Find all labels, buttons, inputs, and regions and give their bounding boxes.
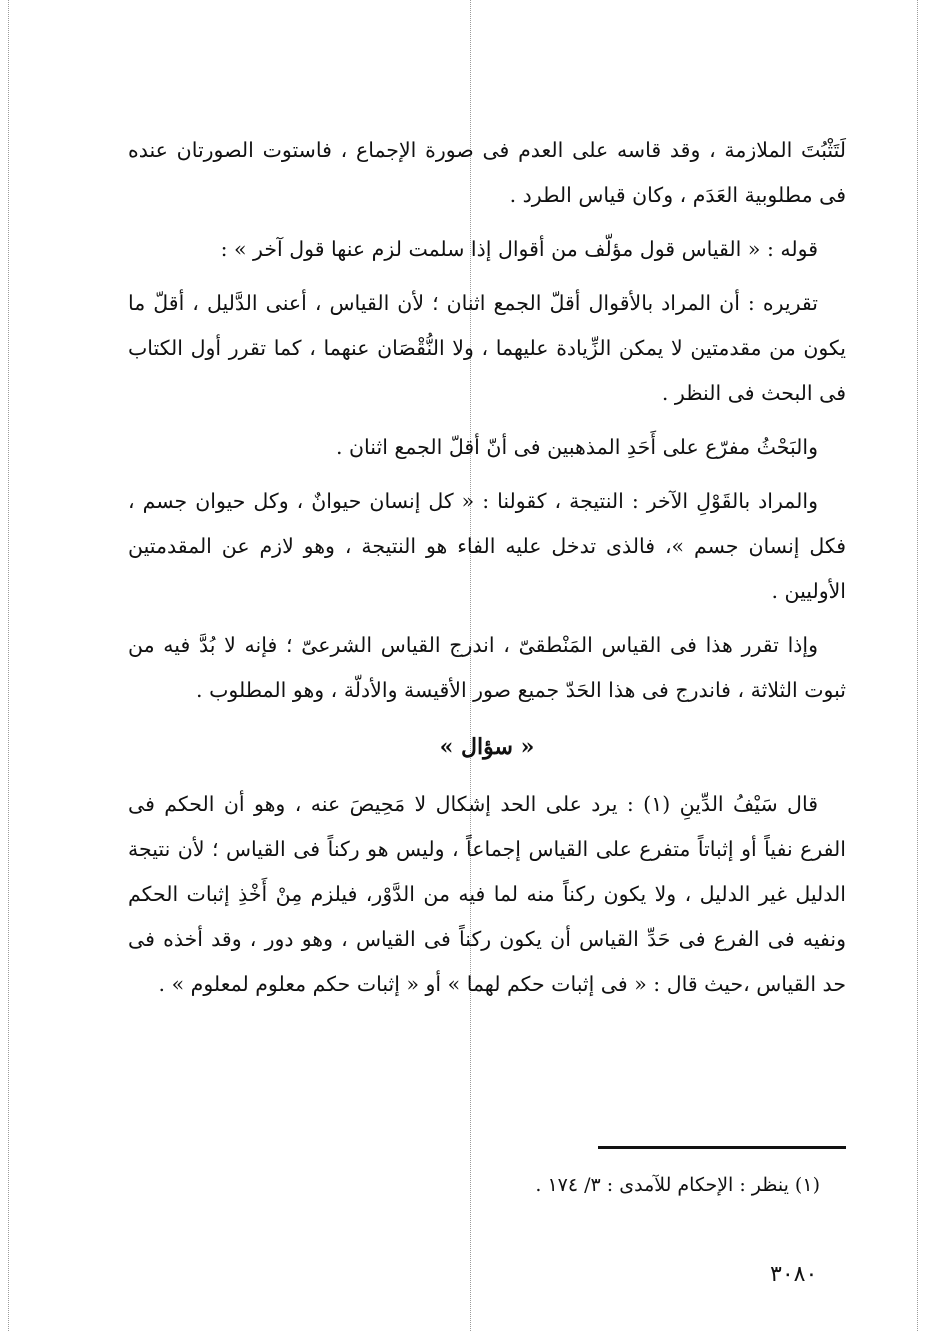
paragraph-6: وإذا تقرر هذا فى القياس المَنْطقىّ ، اندرج القياس الشرعىّ ؛ فإنه لا بُدَّ فيه من ثبوت الثلاثة ، فاندرج فى هذا الحَدّ جميع صور الأقيسة والأدلّة ، وهو المطلوب . bbox=[128, 633, 846, 702]
scan-border-left bbox=[8, 0, 9, 1331]
footnote: (١) ينظر : الإحكام للآمدى : ٣/ ١٧٤ . bbox=[535, 1174, 820, 1196]
paragraph-3: تقريره : أن المراد بالأقوال أقلّ الجمع اثنان ؛ لأن القياس ، أعنى الدَّليل ، أقلّ ما يكون من مقدمتين لا يمكن الزِّيادة عليهما ، ولا النُّقْصَان عنهما ، كما تقرر أول الكتاب فى البحث فى النظر . bbox=[128, 291, 846, 405]
paragraph-4: والبَحْثُ مفرّع على أَحَدِ المذهبين فى أنّ أقلّ الجمع اثنان . bbox=[335, 435, 818, 459]
paragraph-5: والمراد بالقَوْلِ الآخر : النتيجة ، كقولنا : « كل إنسان حيوانٌ ، وكل حيوان جسم ، فكل إنسان جسم »، فالذى تدخل عليه الفاء هو النتيجة ، وهو لازم عن المقدمتين الأوليين . bbox=[128, 489, 846, 603]
scan-border-right bbox=[917, 0, 918, 1331]
main-text bbox=[128, 128, 846, 1016]
page-number: ٣٠٨٠ bbox=[770, 1262, 818, 1287]
paragraph-1: لَتَثْبُتَ الملازمة ، وقد قاسه على العدم فى صورة الإجماع ، فاستوت الصورتان عنده فى مطلوبية العَدَم ، وكان قياس الطرد . bbox=[128, 138, 846, 207]
section-heading: « سؤال » bbox=[439, 734, 535, 760]
question-paragraph: قال سَيْفُ الدِّينِ (١) : يرد على الحد إشكال لا مَحِيصَ عنه ، وهو أن الحكم فى الفرع نفياً أو إثباتاً متفرع على القياس إجماعاً ، وليس هو ركناً فى القياس ؛ لأن نتيجة الدليل غير الدليل ، ولا يكون ركناً منه لما فيه من الدَّوْر، فيلزم مِنْ أَخْذِ إثبات الحكم ونفيه فى الفرع فى حَدِّ القياس أن يكون ركناً فى القياس ، وهو دور ، وقد أخذه فى حد القياس ،حيث قال : « فى إثبات حكم لهما » أو « إثبات حكم معلوم لمعلوم » . bbox=[128, 792, 846, 996]
paragraph-2: قوله : « القياس قول مؤلّف من أقوال إذا سلمت لزم عنها قول آخر » : bbox=[220, 237, 818, 261]
footnote-divider bbox=[598, 1146, 846, 1149]
